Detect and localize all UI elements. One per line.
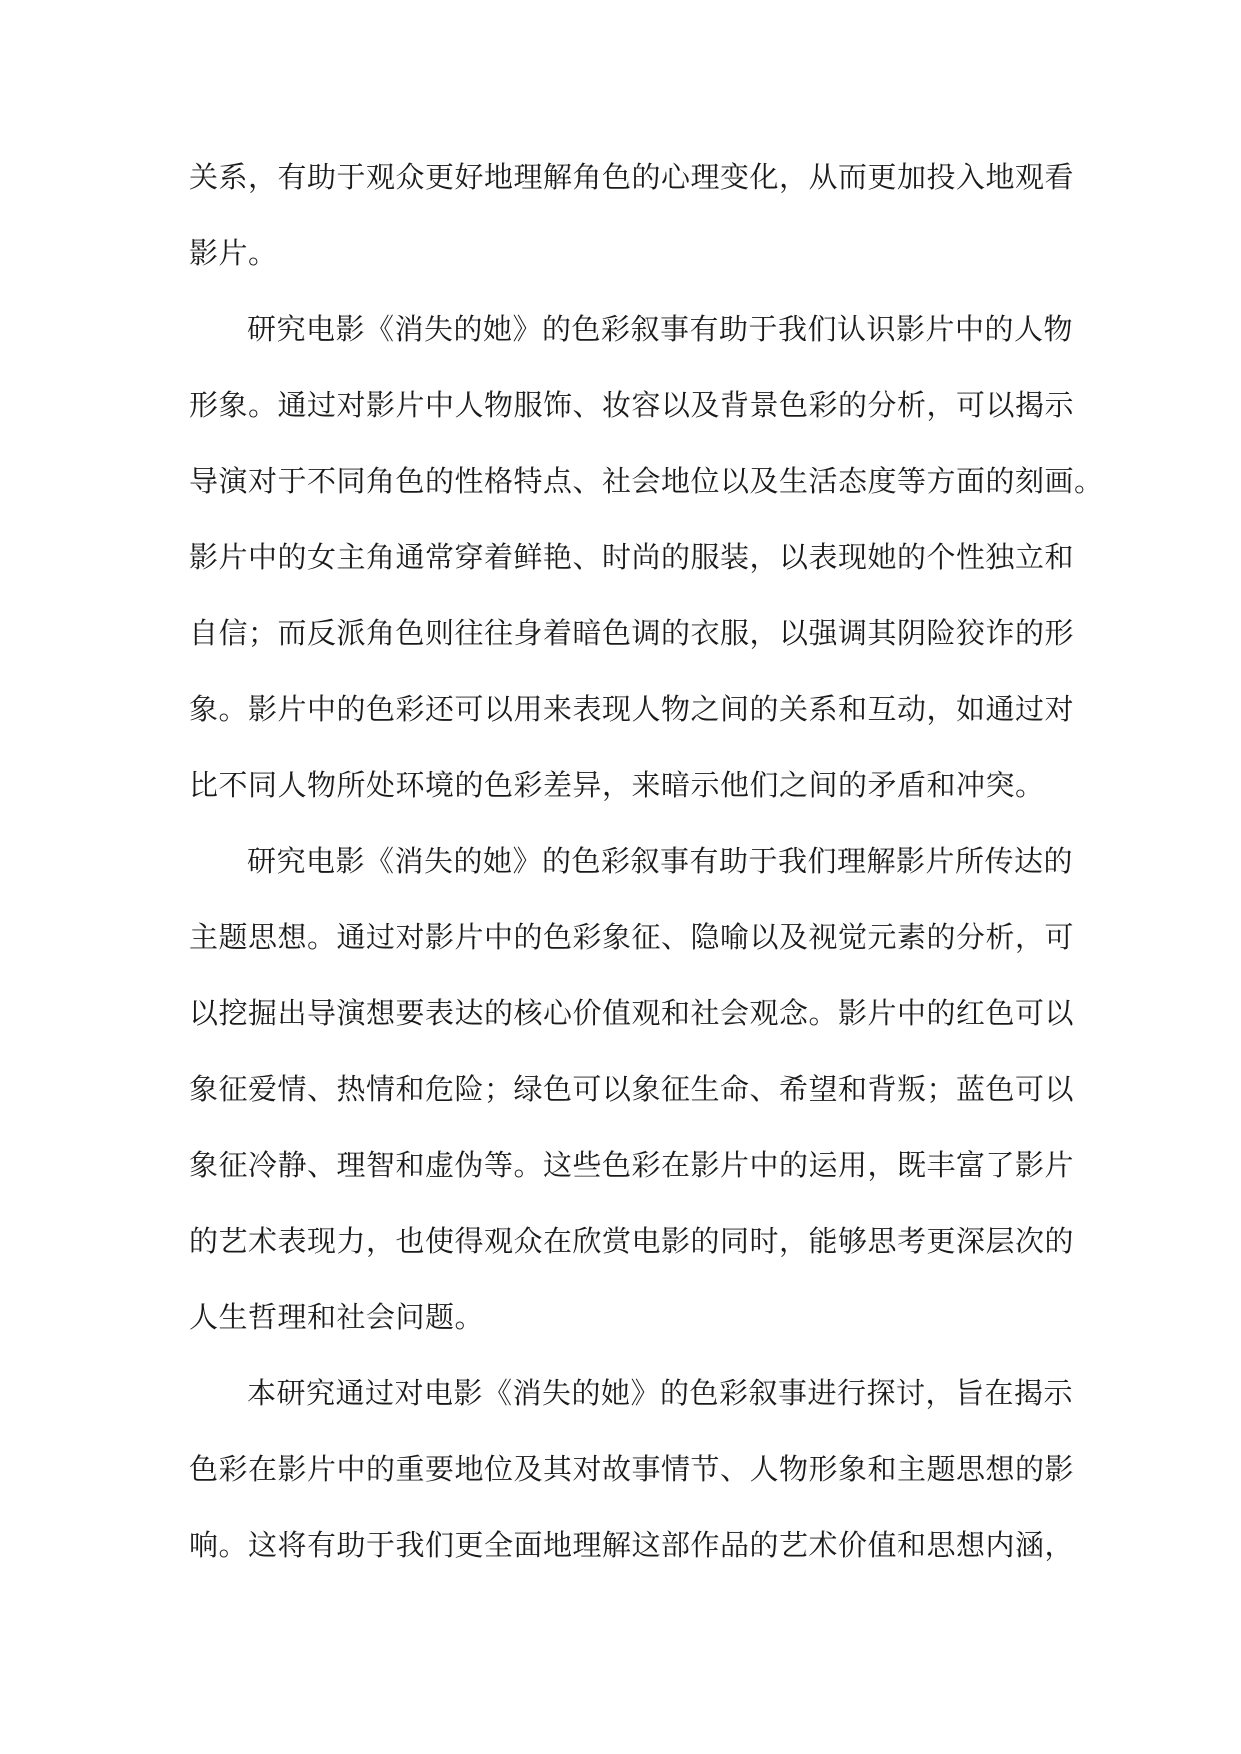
text-line: 象征冷静、理智和虚伪等。这些色彩在影片中的运用，既丰富了影片 — [189, 1148, 1075, 1182]
text-line: 自信；而反派角色则往往身着暗色调的衣服，以强调其阴险狡诈的形 — [189, 616, 1075, 650]
text-line: 影片中的女主角通常穿着鲜艳、时尚的服装，以表现她的个性独立和 — [189, 540, 1075, 574]
text-line: 象。影片中的色彩还可以用来表现人物之间的关系和互动，如通过对 — [189, 692, 1075, 726]
text-line: 导演对于不同角色的性格特点、社会地位以及生活态度等方面的刻画。 — [189, 464, 1104, 498]
text-line: 关系，有助于观众更好地理解角色的心理变化，从而更加投入地观看 — [189, 160, 1075, 194]
paragraph-3 — [189, 823, 1075, 1355]
paragraph-2 — [189, 291, 1104, 823]
text-line: 以挖掘出导演想要表达的核心价值观和社会观念。影片中的红色可以 — [189, 996, 1075, 1030]
text-line: 响。这将有助于我们更全面地理解这部作品的艺术价值和思想内涵， — [189, 1528, 1075, 1562]
text-line: 比不同人物所处环境的色彩差异，来暗示他们之间的矛盾和冲突。 — [189, 768, 1045, 802]
text-line: 研究电影《消失的她》的色彩叙事有助于我们认识影片中的人物 — [247, 312, 1074, 346]
text-line: 象征爱情、热情和危险；绿色可以象征生命、希望和背叛；蓝色可以 — [189, 1072, 1075, 1106]
text-line: 人生哲理和社会问题。 — [189, 1300, 485, 1334]
text-line: 影片。 — [189, 236, 278, 270]
text-line: 本研究通过对电影《消失的她》的色彩叙事进行探讨，旨在揭示 — [247, 1376, 1074, 1410]
paragraph-1 — [189, 139, 1075, 291]
document-body — [189, 139, 1104, 1583]
text-line: 形象。通过对影片中人物服饰、妆容以及背景色彩的分析，可以揭示 — [189, 388, 1075, 422]
text-line: 色彩在影片中的重要地位及其对故事情节、人物形象和主题思想的影 — [189, 1452, 1075, 1486]
text-line: 研究电影《消失的她》的色彩叙事有助于我们理解影片所传达的 — [247, 844, 1074, 878]
text-line: 的艺术表现力，也使得观众在欣赏电影的同时，能够思考更深层次的 — [189, 1224, 1075, 1258]
text-line: 主题思想。通过对影片中的色彩象征、隐喻以及视觉元素的分析，可 — [189, 920, 1075, 954]
paragraph-4 — [189, 1355, 1075, 1583]
